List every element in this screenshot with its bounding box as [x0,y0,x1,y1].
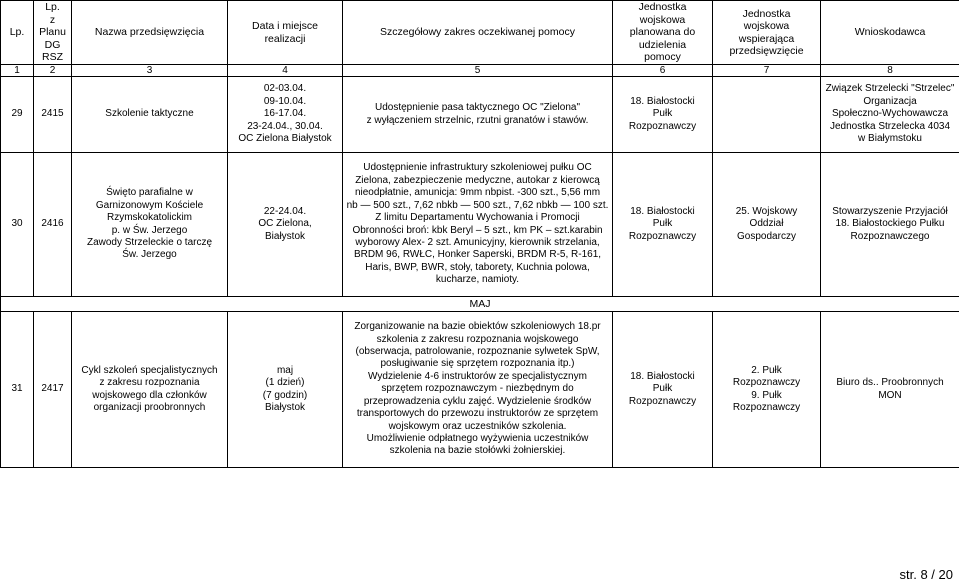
table-row [1,153,959,297]
header-name: Nazwa przedsięwzięcia [72,1,228,65]
page-number: str. 8 / 20 [899,567,953,582]
table-row [1,312,959,468]
header-applicant: Wnioskodawca [821,1,959,65]
column-number: 3 [72,65,228,77]
cell-planned-unit: 18. Białostocki Pułk Rozpoznawczy [613,77,713,153]
cell-name: Cykl szkoleń specjalistycznych z zakresu rozpoznania wojskowego dla członków organizacji proobronnych [72,312,228,468]
header-date-place: Data i miejsce realizacji [228,1,343,65]
cell-date-place: maj (1 dzień) (7 godzin) Białystok [228,312,343,468]
cell-applicant: Stowarzyszenie Przyjaciół 18. Białostockiego Pułku Rozpoznawczego [821,153,959,297]
cell-supporting-unit: 2. Pułk Rozpoznawczy 9. Pułk Rozpoznawczy [713,312,821,468]
month-label: MAJ [1,297,959,312]
table-row [1,77,959,153]
column-number: 7 [713,65,821,77]
cell-lp-dg: 2417 [34,312,72,468]
header-row [1,1,959,65]
cell-applicant: Biuro ds.. Proobronnych MON [821,312,959,468]
cell-lp-dg: 2416 [34,153,72,297]
column-number: 1 [1,65,34,77]
cell-supporting-unit: 25. Wojskowy Oddział Gospodarczy [713,153,821,297]
cell-supporting-unit [713,77,821,153]
header-scope: Szczegółowy zakres oczekiwanej pomocy [343,1,613,65]
column-number: 2 [34,65,72,77]
column-number: 8 [821,65,959,77]
column-number: 5 [343,65,613,77]
month-row [1,297,959,312]
cell-name: Szkolenie taktyczne [72,77,228,153]
cell-scope: Udostępnienie infrastruktury szkoleniowej pułku OC Zielona, zabezpieczenie medyczne, autokar z kierowcą nieodpłatnie, amunicja: 9mm nbpist. -300 szt., 5,56 mm nb — 500 szt., 7,62 nbkb — 500 szt., 7,62 nbkb — 100 szt. Z limitu Departamentu Wychowania i Promocji Obronności broń: kbk Beryl – 5 szt., km PK – szt.karabin wyborowy Alex- 2 szt. Amunicyjny, kierownik strzelania, BRDM 96, RWŁC, Honker Saperski, BRDM R-5, R-161, Haris, BWP, BWR, stoły, taborety, Kuchnia polowa, kucharze, namioty. [343,153,613,297]
cell-lp: 31 [1,312,34,468]
header-supporting-unit: Jednostka wojskowa wspierająca przedsięwzięcie [713,1,821,65]
header-planned-unit: Jednostka wojskowa planowana do udzielenia pomocy [613,1,713,65]
column-number-row [1,65,959,77]
cell-lp: 30 [1,153,34,297]
cell-name: Święto parafialne w Garnizonowym Kościele Rzymskokatolickim p. w Św. Jerzego Zawody Strzeleckie o tarczę Św. Jerzego [72,153,228,297]
cell-planned-unit: 18. Białostocki Pułk Rozpoznawczy [613,153,713,297]
cell-scope: Zorganizowanie na bazie obiektów szkoleniowych 18.pr szkolenia z zakresu rozpoznania wojskowego (obserwacja, patrolowanie, rozpoznanie sylwetek SpW, posługiwanie się sprzętem rozpoznania itp.) Wydzielenie 4-6 instruktorów ze specjalistycznym sprzętem rozpoznawczym - niezbędnym do przeprowadzenia cyklu zajęć. Wydzielenie środków transportowych do przewozu instruktorów ze sprzętem wojskowym oraz uczestników szkolenia. Umożliwienie odpłatnego wyżywienia uczestników szkolenia na bazie stołówki żołnierskiej. [343,312,613,468]
cell-lp: 29 [1,77,34,153]
cell-applicant: Związek Strzelecki "Strzelec" Organizacja Społeczno-Wychowawcza Jednostka Strzelecka 4034 w Białymstoku [821,77,959,153]
column-number: 6 [613,65,713,77]
column-number: 4 [228,65,343,77]
cell-date-place: 22-24.04. OC Zielona, Białystok [228,153,343,297]
cell-date-place: 02-03.04. 09-10.04. 16-17.04. 23-24.04., 30.04. OC Zielona Białystok [228,77,343,153]
cell-scope: Udostępnienie pasa taktycznego OC "Zielona" z wyłączeniem strzelnic, rzutni granatów i stawów. [343,77,613,153]
cell-lp-dg: 2415 [34,77,72,153]
header-lp: Lp. [1,1,34,65]
cell-planned-unit: 18. Białostocki Pułk Rozpoznawczy [613,312,713,468]
header-lp-dg: Lp. z Planu DG RSZ [34,1,72,65]
